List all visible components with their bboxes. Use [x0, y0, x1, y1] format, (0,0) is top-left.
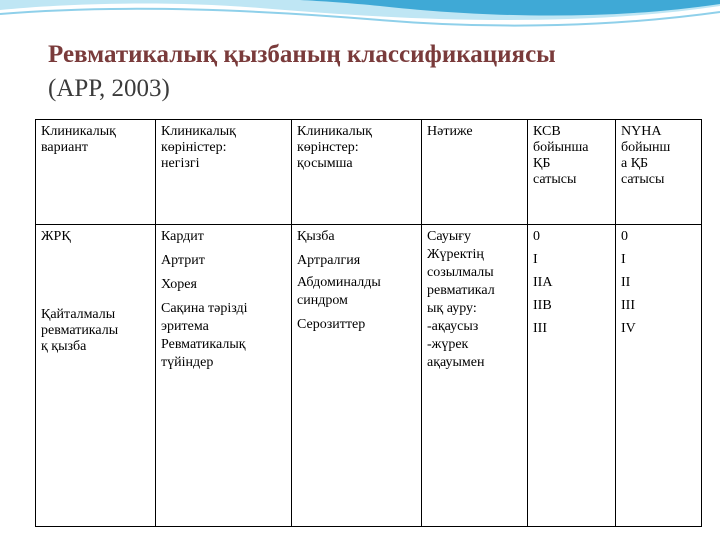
header-major-manifestations: Клиникалық көріністер: негізгі	[156, 120, 292, 225]
slide-title-main: Ревматикалық қызбаның классификациясы	[48, 41, 556, 68]
header-clinical-variant: Клиникалық вариант	[36, 120, 156, 225]
cell-variants: ЖРҚ Қайталмалы ревматикалы қ қызба	[36, 225, 156, 527]
header-nyha-stage: NYHA бойынш а ҚБ сатысы	[616, 120, 702, 225]
classification-table	[35, 119, 702, 527]
slide-title	[48, 38, 708, 106]
cell-outcome: Сауығу Жүректің созылмалы ревматикал ық ауру: -ақаусыз -жүрек ақауымен	[422, 225, 528, 527]
cell-ksv-stages: 0 I IIA IIB III	[528, 225, 616, 527]
header-outcome: Нәтиже	[422, 120, 528, 225]
header-ksv-stage: КСВ бойынша ҚБ сатысы	[528, 120, 616, 225]
header-minor-manifestations: Клиникалық көрінстер: қосымша	[292, 120, 422, 225]
table-body-row	[36, 225, 702, 527]
slide-title-source: (АРР, 2003)	[48, 75, 170, 102]
cell-major: Кардит Артрит Хорея Сақина тәрізді эритема Ревматикалық түйіндер	[156, 225, 292, 527]
cell-minor: Қызба Артралгия Абдоминалды синдром Серозиттер	[292, 225, 422, 527]
cell-nyha-stages: 0 I II III IV	[616, 225, 702, 527]
variant-acute: ЖРҚ	[41, 229, 71, 244]
table-header-row	[36, 120, 702, 225]
